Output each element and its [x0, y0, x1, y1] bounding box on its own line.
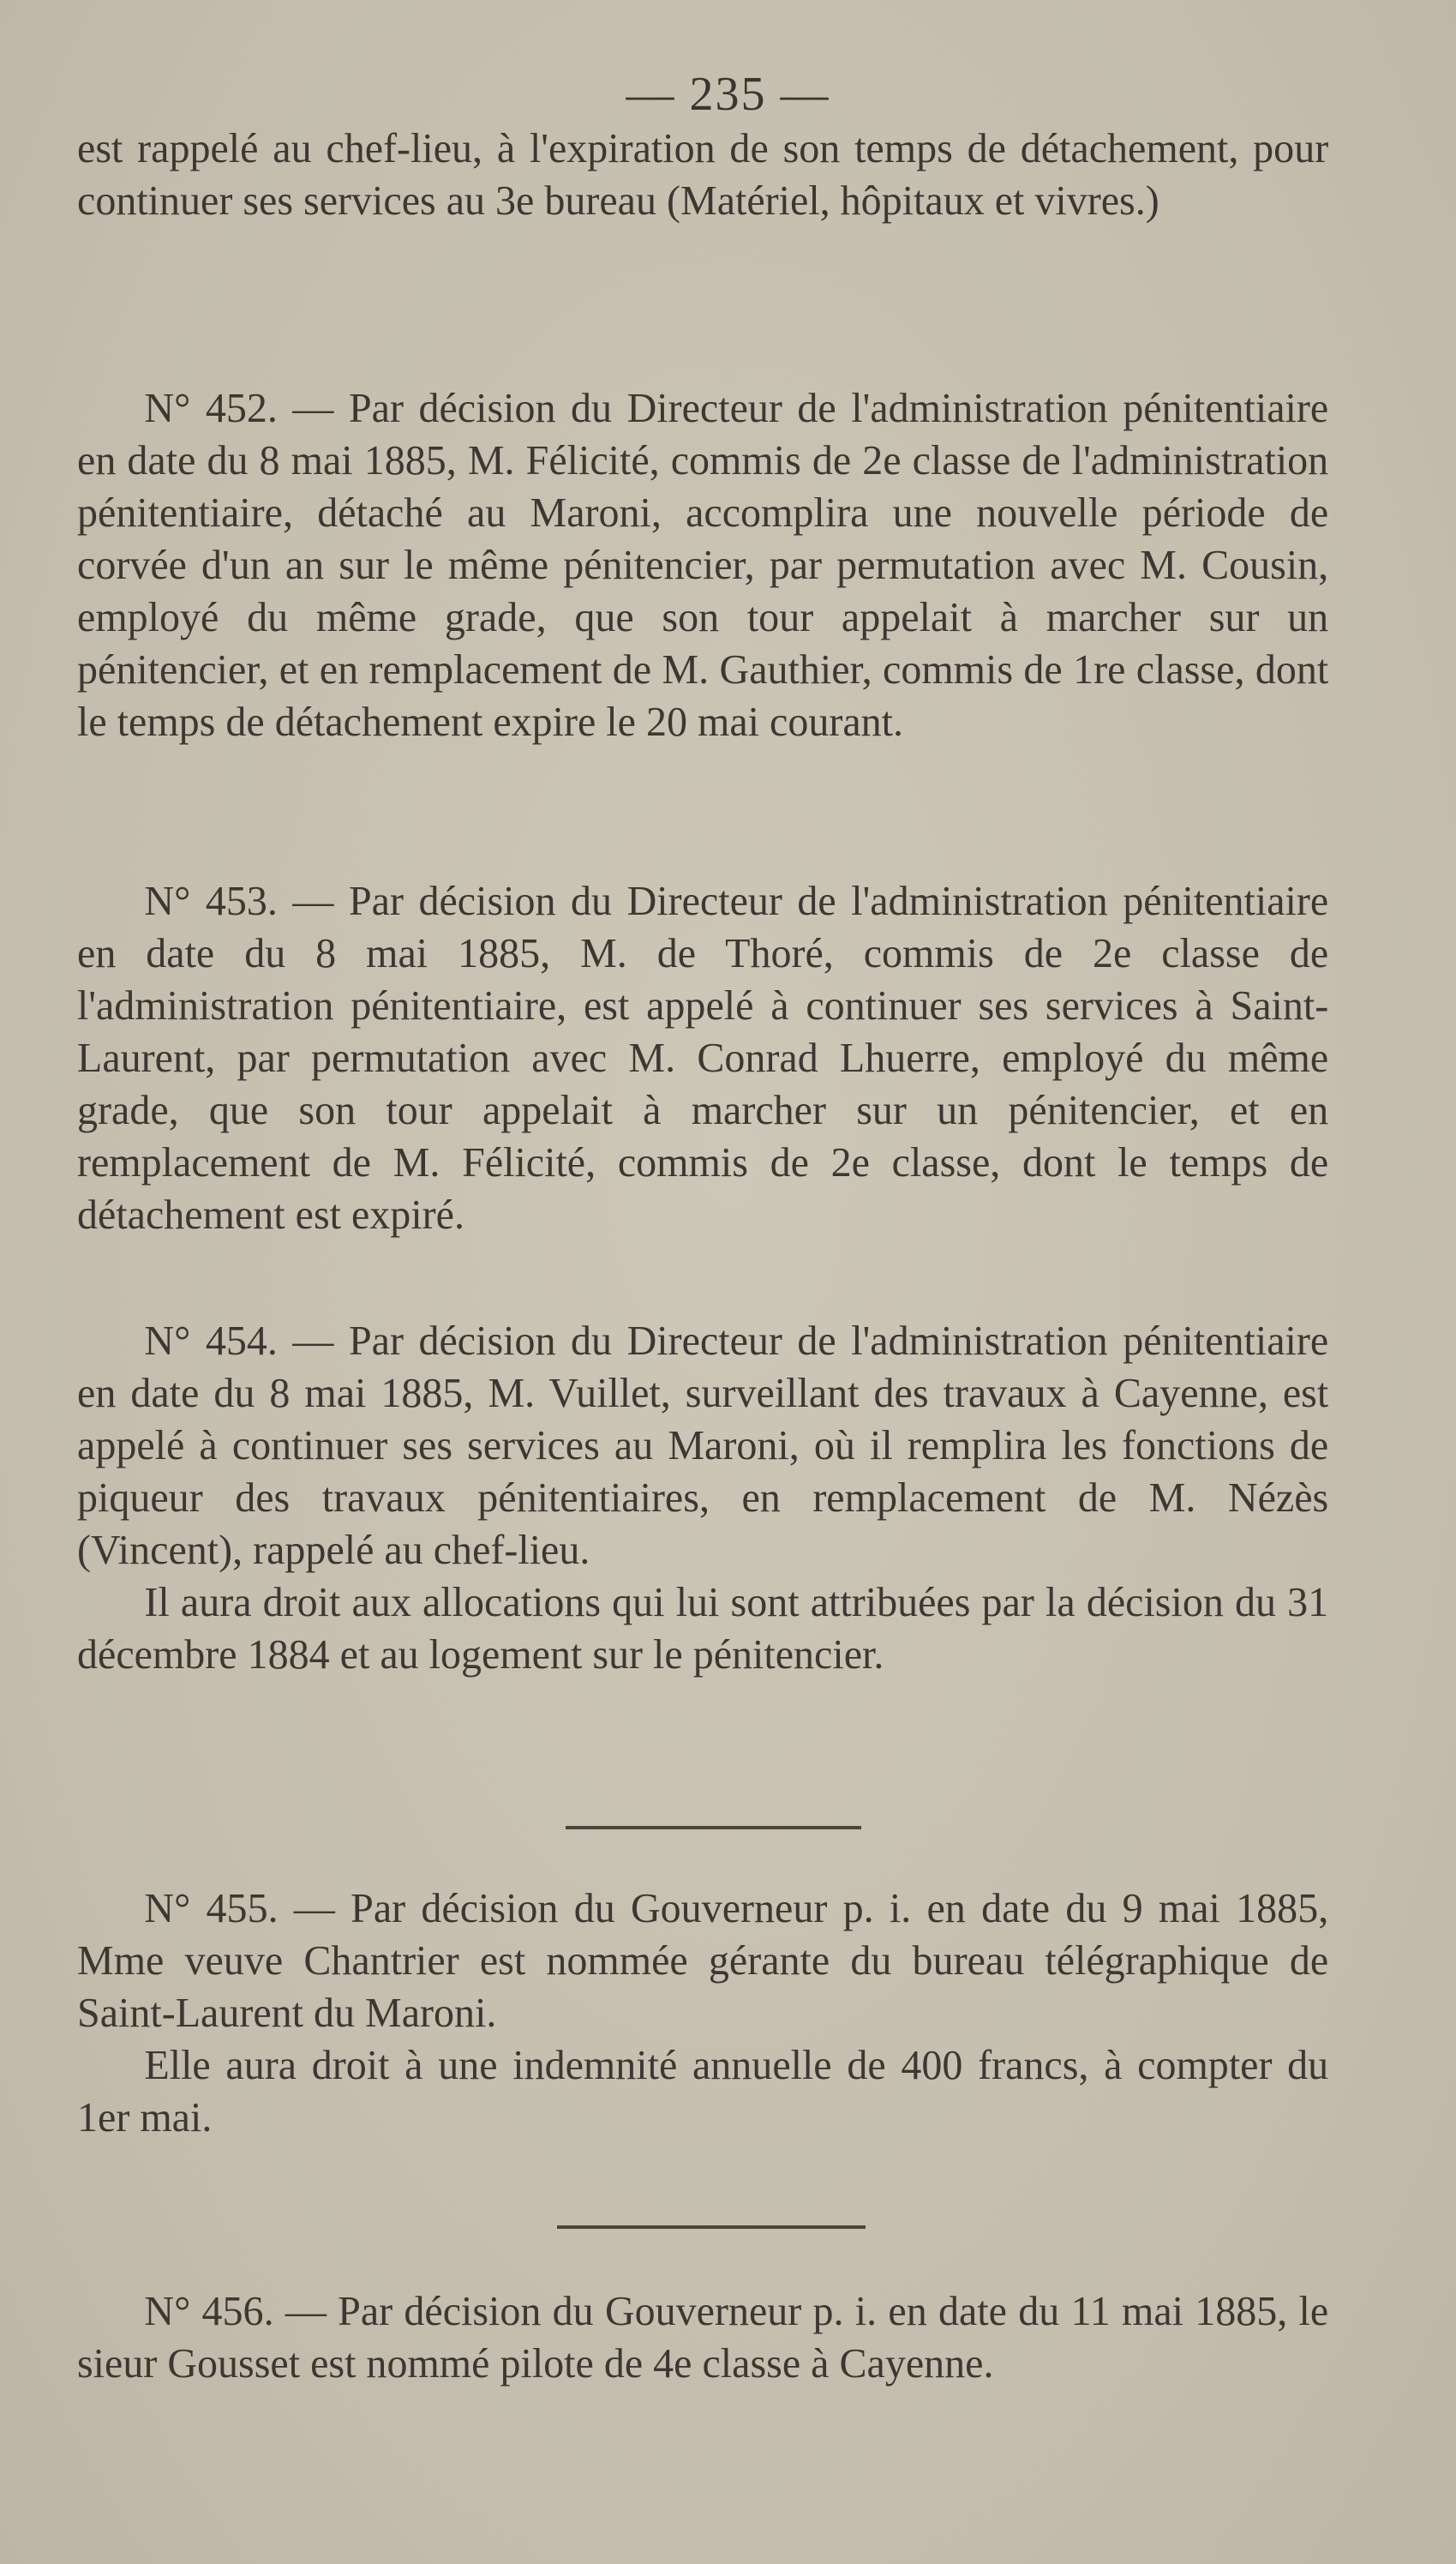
entry-453 [77, 874, 1328, 1240]
entry-456 [77, 2285, 1328, 2389]
entry-453-paragraph-1 [77, 874, 1328, 1240]
entry-453-number: N° 453. [144, 877, 278, 924]
entry-456-paragraph-1 [77, 2285, 1328, 2389]
entry-455-paragraph-1 [77, 1882, 1328, 2039]
entry-454-number: N° 454. [144, 1317, 278, 1364]
entry-454-text: — Par décision du Directeur de l'administration pénitentiaire en date du 8 mai 1885, M. Vuillet, surveillant des travaux à Cayenne, est appelé à continuer ses services au Maroni, où il remplira les fonctions de piqueur des travaux pénitentiaires, en remplacement de M. Nézès (Vincent), rappelé au chef-lieu. [77, 1317, 1329, 1573]
section-divider [566, 1826, 861, 1829]
entry-453-text: — Par décision du Directeur de l'administration pénitentiaire en date du 8 mai 1885, M. de Thoré, commis de 2e classe de l'administration pénitentiaire, est appelé à continuer ses services à Saint-Laurent, par permutation avec M. Conrad Lhuerre, employé du même grade, que son tour appelait à marcher sur un pénitencier, et en remplacement de M. Félicité, commis de 2e classe, dont le temps de détachement est expiré. [77, 877, 1329, 1238]
entry-455 [77, 1882, 1328, 2143]
entry-455-paragraph-2: Elle aura droit à une indemnité annuelle de 400 francs, à compter du 1er mai. [77, 2041, 1329, 2141]
entry-454-paragraph-2: Il aura droit aux allocations qui lui sont attribuées par la décision du 31 décembre 1884 et au logement sur le pénitencier. [77, 1578, 1329, 1678]
entry-456-text: — Par décision du Gouverneur p. i. en date du 11 mai 1885, le sieur Gousset est nommé pilote de 4e classe à Cayenne. [77, 2287, 1329, 2387]
intro-text: est rappelé au chef-lieu, à l'expiration de son temps de détachement, pour continuer ses services au 3e bureau (Matériel, hôpitaux et vivres.) [77, 124, 1329, 224]
entry-455-number: N° 455. [144, 1884, 279, 1931]
section-divider [557, 2225, 866, 2229]
entry-452-number: N° 452. [144, 384, 278, 431]
entry-454 [77, 1314, 1328, 1680]
entry-455-text: — Par décision du Gouverneur p. i. en date du 9 mai 1885, Mme veuve Chantrier est nommée gérante du bureau télégraphique de Saint-Laurent du Maroni. [77, 1884, 1329, 2036]
entry-452-text: — Par décision du Directeur de l'administration pénitentiaire en date du 8 mai 1885, M. Félicité, commis de 2e classe de l'administration pénitentiaire, détaché au Maroni, accomplira une nouvelle période de corvée d'un an sur le même pénitencier, par permutation avec M. Cousin, employé du même grade, que son tour appelait à marcher sur un pénitencier, et en remplacement de M. Gauthier, commis de 1re classe, dont le temps de détachement expire le 20 mai courant. [77, 384, 1329, 745]
entry-452-paragraph-1 [77, 381, 1328, 748]
entry-454-paragraph-1 [77, 1314, 1328, 1576]
page-number: — 235 — [626, 68, 830, 121]
intro-paragraph [77, 122, 1328, 226]
entry-452 [77, 381, 1328, 748]
entry-456-number: N° 456. [144, 2287, 274, 2334]
